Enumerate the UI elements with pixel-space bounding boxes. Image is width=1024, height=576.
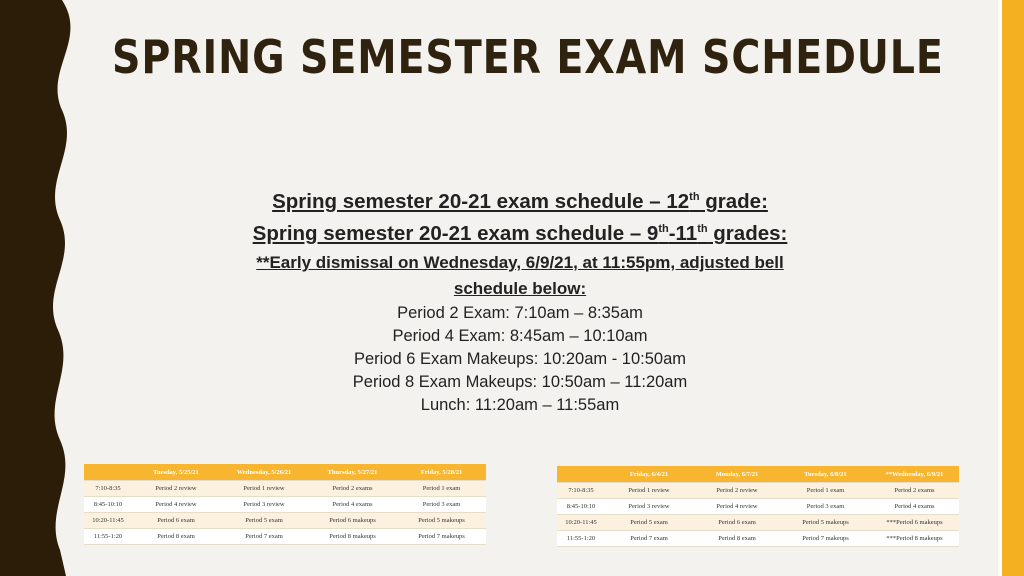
table-cell: Period 3 review [220,497,308,513]
table-cell: Period 7 exam [605,531,693,547]
table-cell: ***Period 8 makeups [870,531,959,547]
table-header-cell: **Wednesday, 6/9/21 [870,466,959,483]
schedule-table-9-11th [557,466,959,547]
table-header-cell: Friday, 5/28/21 [397,464,486,481]
table-cell: Period 6 exam [693,515,781,531]
schedule-below-label: schedule below: [453,279,587,298]
table-cell: ***Period 6 makeups [870,515,959,531]
table-cell: Period 1 exam [781,483,870,499]
table-header-cell: Tuesday, 5/25/21 [132,464,220,481]
table-cell: Period 4 review [132,497,220,513]
table-cell: Period 2 exams [870,483,959,499]
heading-9-11th: Spring semester 20-21 exam schedule – 9th-11th grades: [252,222,788,245]
time-cell: 8:45-10:10 [557,499,605,515]
time-cell: 11:55-1:20 [84,529,132,545]
table-cell: Period 8 exam [693,531,781,547]
period-line: Period 4 Exam: 8:45am – 10:10am [392,327,648,345]
table-cell: Period 1 exam [397,481,486,497]
table-header-cell: Tuesday, 6/8/21 [781,466,870,483]
table-cell: Period 1 review [605,483,693,499]
table-cell: Period 5 makeups [397,513,486,529]
early-dismissal-note: **Early dismissal on Wednesday, 6/9/21, at 11:55pm, adjusted bell [256,253,784,272]
table-header-cell: Thursday, 5/27/21 [308,464,397,481]
schedule-text [200,186,840,417]
table-cell: Period 2 exams [308,481,397,497]
time-cell: 8:45-10:10 [84,497,132,513]
table-cell: Period 4 exams [870,499,959,515]
table-cell: Period 5 makeups [781,515,870,531]
page-title: SPRING SEMESTER EXAM SCHEDULE [112,30,944,84]
table-cell: Period 3 exam [397,497,486,513]
table-cell: Period 7 makeups [781,531,870,547]
table-cell: Period 4 exams [308,497,397,513]
table-cell: Period 7 makeups [397,529,486,545]
table-header-row [84,464,486,481]
table-cell: Period 2 review [132,481,220,497]
table-header-cell [557,466,605,483]
table-header-row [557,466,959,483]
table-cell: Period 8 exam [132,529,220,545]
right-accent-bar [1002,0,1024,576]
table-row [557,499,959,515]
period-line: Period 2 Exam: 7:10am – 8:35am [397,304,643,322]
time-cell: 10:20-11:45 [84,513,132,529]
lunch-line: Lunch: 11:20am – 11:55am [420,396,620,414]
table-row [84,513,486,529]
table-cell: Period 5 exam [220,513,308,529]
schedule-table-12th [84,464,486,545]
time-cell: 7:10-8:35 [84,481,132,497]
table-header-cell: Wednesday, 5/26/21 [220,464,308,481]
table-row [557,515,959,531]
table-cell: Period 3 review [605,499,693,515]
table-cell: Period 2 review [693,483,781,499]
table-cell: Period 6 exam [132,513,220,529]
period-line: Period 8 Exam Makeups: 10:50am – 11:20am [352,373,688,391]
table-cell: Period 7 exam [220,529,308,545]
table-row [84,481,486,497]
table-cell: Period 6 makeups [308,513,397,529]
time-cell: 7:10-8:35 [557,483,605,499]
table-cell: Period 4 review [693,499,781,515]
time-cell: 10:20-11:45 [557,515,605,531]
table-cell: Period 5 exam [605,515,693,531]
table-cell: Period 3 exam [781,499,870,515]
period-line: Period 6 Exam Makeups: 10:20am - 10:50am [353,350,686,368]
table-row [84,497,486,513]
table-row [84,529,486,545]
table-row [557,483,959,499]
table-cell: Period 1 review [220,481,308,497]
left-wave-decoration [0,0,80,576]
table-header-cell [84,464,132,481]
heading-12th: Spring semester 20-21 exam schedule – 12th grade: [272,190,768,213]
table-row [557,531,959,547]
time-cell: 11:55-1:20 [557,531,605,547]
table-cell: Period 8 makeups [308,529,397,545]
table-header-cell: Friday, 6/4/21 [605,466,693,483]
table-header-cell: Monday, 6/7/21 [693,466,781,483]
